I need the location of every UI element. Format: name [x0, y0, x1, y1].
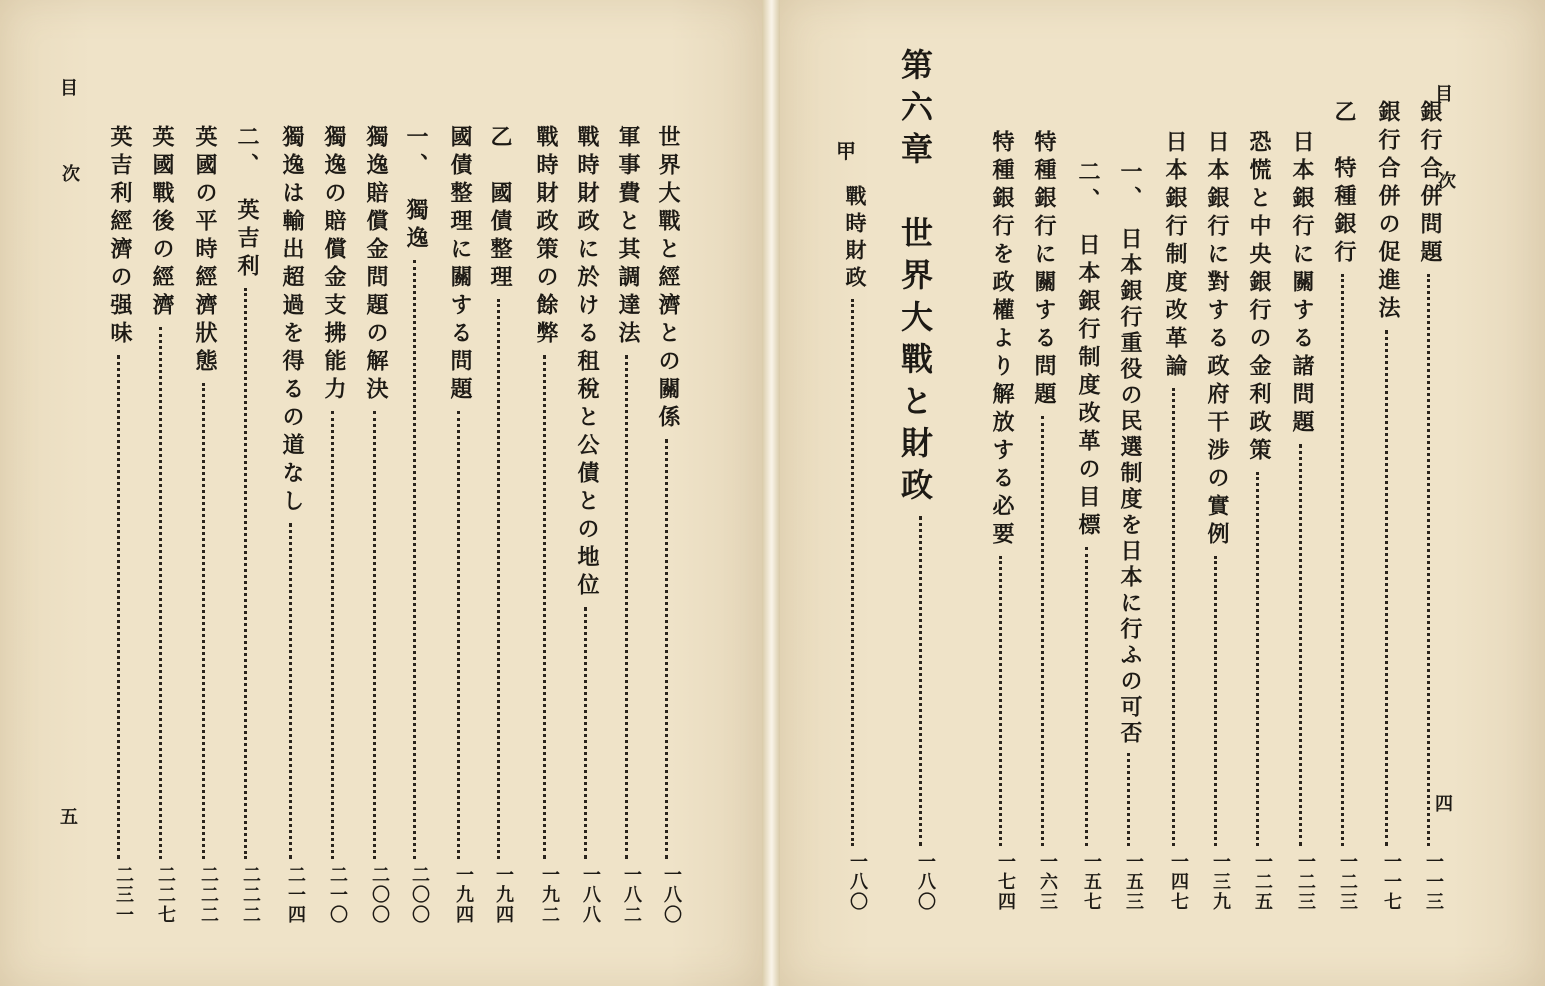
section-marker: 甲	[836, 139, 856, 163]
toc-entry-page: 一八二	[621, 865, 642, 925]
toc-entry-title: 一、 獨逸	[403, 125, 429, 254]
toc-entry-page: 二二七	[155, 865, 176, 925]
toc-entry[interactable]	[567, 125, 603, 925]
leader-dots	[1341, 274, 1344, 846]
toc-entry-page: 一一七	[1381, 852, 1402, 912]
toc-entry-page: 一二三	[1295, 852, 1316, 912]
toc-entry-page: 一六三	[1037, 852, 1058, 912]
toc-entry-page: 二〇〇	[369, 865, 390, 925]
toc-entry-title: 日本銀行に對する政府干涉の實例	[1204, 130, 1230, 550]
toc-entry-page: 一八八	[580, 865, 601, 925]
toc-entry[interactable]	[1024, 130, 1060, 912]
leader-dots	[665, 439, 668, 859]
leader-dots	[1256, 472, 1259, 846]
toc-entry-title: 日本銀行制度改革論	[1162, 130, 1188, 382]
toc-entry-page: 二二二	[198, 865, 219, 925]
toc-entry-title: 英吉利經濟の强味	[107, 125, 133, 349]
toc-entry[interactable]	[396, 125, 432, 925]
leader-dots	[497, 299, 500, 859]
right-running-head-2: 次	[1438, 171, 1456, 192]
leader-dots	[999, 556, 1002, 846]
toc-entry-page: 一一三	[1423, 852, 1444, 912]
left-running-head: 目	[60, 78, 78, 99]
toc-entry-page: 一五三	[1123, 852, 1144, 912]
left-running-head-2: 次	[62, 164, 80, 185]
toc-entry[interactable]	[185, 125, 221, 925]
toc-entry-page: 二二二	[240, 865, 261, 925]
toc-entry-title: 二、 英吉利	[234, 125, 260, 282]
leader-dots	[1172, 388, 1175, 846]
toc-entry[interactable]	[272, 125, 308, 925]
leader-dots	[1127, 753, 1130, 846]
toc-entry-page: 一五七	[1081, 852, 1102, 912]
toc-entry[interactable]	[648, 125, 684, 925]
toc-entry[interactable]	[314, 125, 350, 925]
toc-entry-title: 戰時財政策の餘弊	[533, 125, 559, 349]
toc-entry-page: 一二三	[1337, 852, 1358, 912]
toc-entry[interactable]	[834, 185, 870, 912]
leader-dots	[202, 383, 205, 859]
book-gutter	[762, 0, 780, 986]
toc-entry-page: 一八〇	[847, 852, 868, 912]
toc-entry[interactable]	[1239, 130, 1275, 912]
toc-entry-page: 一四七	[1168, 852, 1189, 912]
chapter-heading[interactable]	[890, 48, 938, 912]
toc-entry-title: 戰時財政に於ける租稅と公債との地位	[574, 125, 600, 601]
right-page-number: 四	[1435, 794, 1453, 815]
toc-entry[interactable]	[227, 125, 263, 925]
toc-entry-title: 銀行合併問題	[1417, 100, 1443, 268]
toc-entry-title: 銀行合併の促進法	[1375, 100, 1401, 324]
toc-entry-page: 一九四	[493, 865, 514, 925]
right-running-head: 目	[1435, 84, 1453, 105]
toc-entry-title: 二、 日本銀行制度改革の目標	[1075, 160, 1101, 541]
toc-entry-page: 一九四	[453, 865, 474, 925]
leader-dots	[1299, 444, 1302, 846]
toc-entry[interactable]	[356, 125, 392, 925]
leader-dots	[117, 355, 120, 859]
toc-entry-title: 英國の平時經濟狀態	[192, 125, 218, 377]
toc-entry[interactable]	[982, 130, 1018, 912]
toc-entry-title: 戰時財政	[843, 185, 868, 293]
toc-entry[interactable]	[1368, 100, 1404, 912]
leader-dots	[919, 516, 922, 846]
leader-dots	[1041, 416, 1044, 846]
toc-entry-title: 特種銀行に關する問題	[1031, 130, 1057, 410]
left-page-number: 五	[60, 807, 78, 828]
toc-entry[interactable]	[608, 125, 644, 925]
toc-entry-page: 二一〇	[327, 865, 348, 925]
toc-entry-page: 一七四	[995, 852, 1016, 912]
toc-entry-page: 一三九	[1210, 852, 1231, 912]
toc-entry[interactable]	[1282, 130, 1318, 912]
toc-entry[interactable]	[1324, 100, 1360, 912]
toc-entry[interactable]	[1068, 160, 1104, 912]
right-page	[780, 0, 1545, 986]
leader-dots	[625, 355, 628, 859]
leader-dots	[159, 327, 162, 859]
toc-entry-title: 日本銀行に關する諸問題	[1289, 130, 1315, 438]
toc-entry-title: 一、 日本銀行重役の民選制度を日本に行ふの可否	[1117, 160, 1143, 747]
leader-dots	[1427, 274, 1430, 846]
toc-entry-title: 國債整理に關する問題	[447, 125, 473, 405]
toc-entry-title: 獨逸の賠償金支拂能力	[321, 125, 347, 405]
leader-dots	[331, 411, 334, 859]
toc-entry-page: 一九二	[539, 865, 560, 925]
toc-entry[interactable]	[1410, 100, 1446, 912]
leader-dots	[373, 411, 376, 859]
leader-dots	[289, 523, 292, 859]
toc-entry-page: 二〇〇	[409, 865, 430, 925]
leader-dots	[413, 260, 416, 859]
toc-entry-page: 一二五	[1252, 852, 1273, 912]
chapter-heading-page: 一八〇	[915, 852, 936, 912]
toc-entry[interactable]	[1110, 160, 1146, 912]
leader-dots	[1214, 556, 1217, 846]
toc-entry-title: 獨逸賠償金問題の解決	[363, 125, 389, 405]
toc-entry[interactable]	[1197, 130, 1233, 912]
toc-entry-title: 恐慌と中央銀行の金利政策	[1246, 130, 1272, 466]
toc-entry[interactable]	[100, 125, 136, 925]
leader-dots	[1385, 330, 1388, 846]
toc-entry[interactable]	[1155, 130, 1191, 912]
leader-dots	[1085, 547, 1088, 846]
leader-dots	[457, 411, 460, 859]
toc-entry-page: 一八〇	[661, 865, 682, 925]
toc-entry-title: 英國戰後の經濟	[149, 125, 175, 321]
toc-entry-title: 獨逸は輸出超過を得るの道なし	[279, 125, 305, 517]
toc-entry-title: 乙 國債整理	[487, 125, 513, 293]
toc-entry-title: 乙 特種銀行	[1331, 100, 1357, 268]
toc-entry[interactable]	[440, 125, 476, 925]
toc-entry-page: 二一四	[285, 865, 306, 925]
leader-dots	[851, 299, 854, 846]
leader-dots	[584, 607, 587, 859]
chapter-heading-title: 第六章 世界大戰と財政	[896, 48, 934, 510]
toc-entry-title: 世界大戰と經濟との關係	[655, 125, 681, 433]
toc-entry-title: 特種銀行を政權より解放する必要	[989, 130, 1015, 550]
toc-entry-page: 二三一	[113, 865, 134, 925]
toc-entry[interactable]	[480, 125, 516, 925]
toc-entry[interactable]	[526, 125, 562, 925]
leader-dots	[543, 355, 546, 859]
toc-entry[interactable]	[142, 125, 178, 925]
leader-dots	[244, 288, 247, 859]
left-page	[0, 0, 762, 986]
toc-entry-title: 軍事費と其調達法	[615, 125, 641, 349]
